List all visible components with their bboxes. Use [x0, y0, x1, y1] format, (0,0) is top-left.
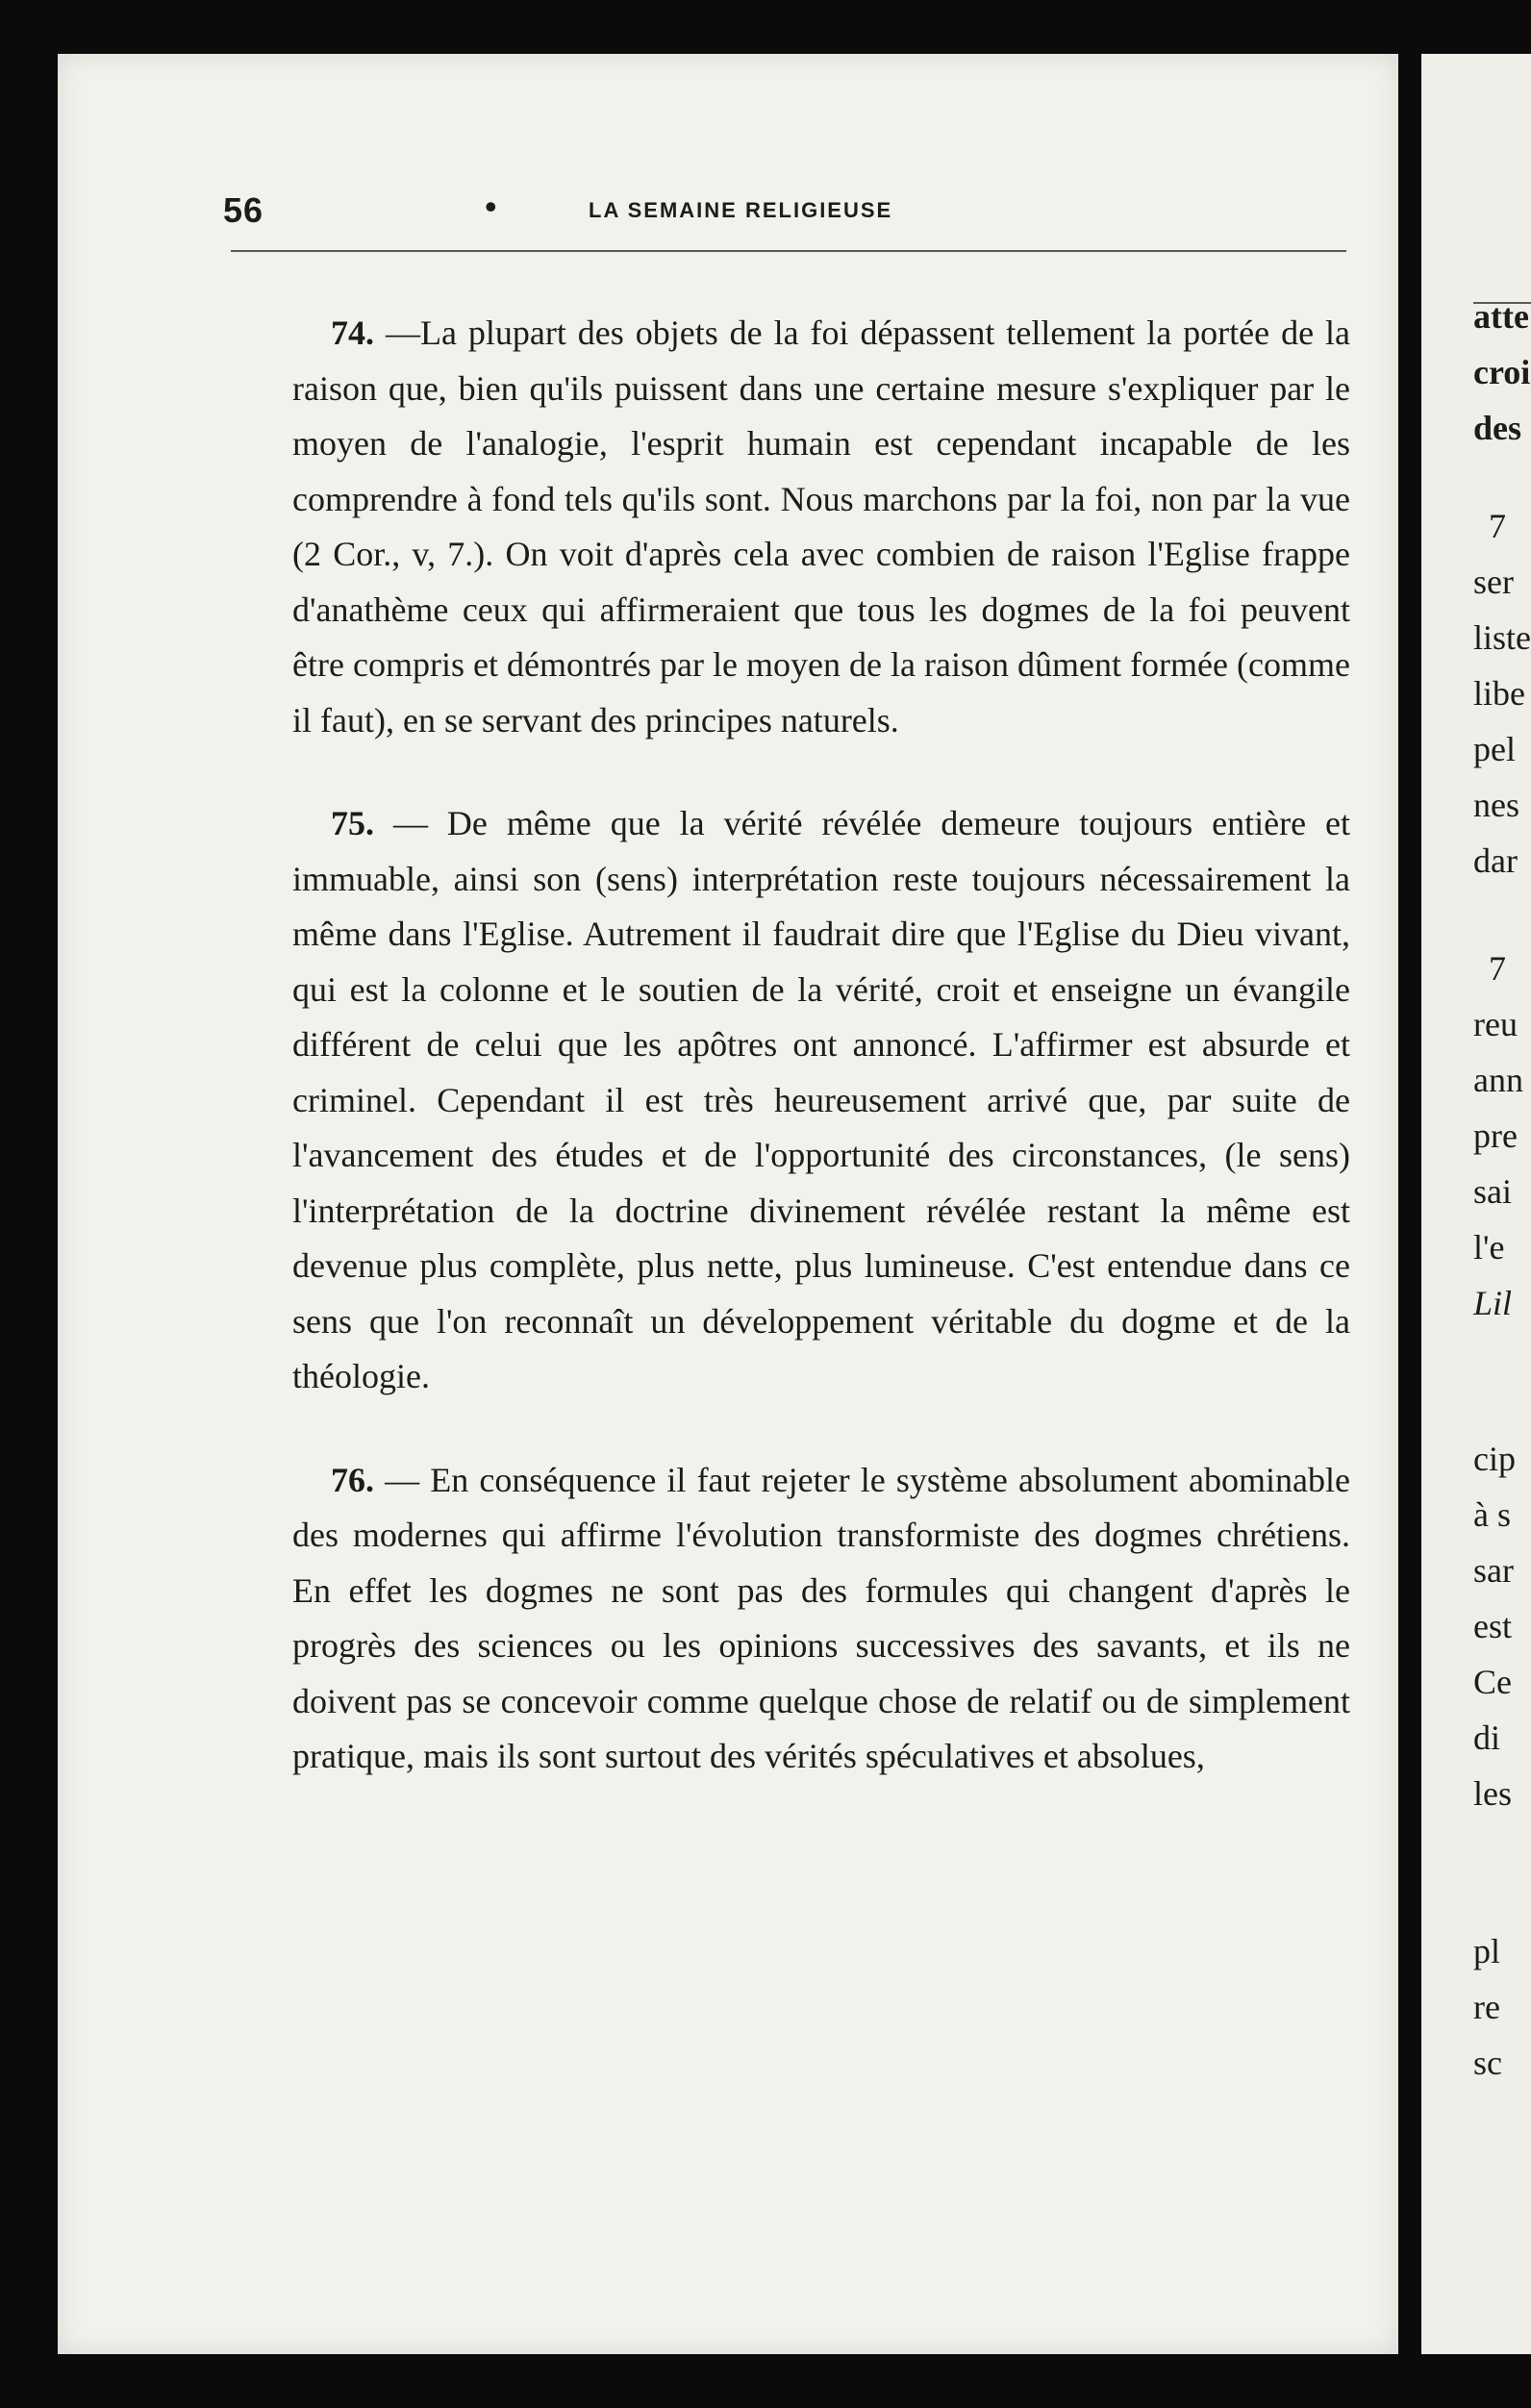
header-dot: •	[485, 188, 497, 226]
next-page-fragment: atte	[1473, 297, 1529, 336]
next-page-fragment: pel	[1473, 730, 1516, 768]
page-number: 56	[223, 190, 264, 230]
paragraph-text: — En conséquence il faut rejeter le système absolument abominable des modernes qui affirme l'évolution transformiste des dogmes chrétiens. En effet les dogmes ne sont pas des formules qui changent d'après le progrès des sciences ou les opinions successives des savants, et ils ne doivent pas se concevoir comme quelque chose de relatif ou de simplement pratique, mais ils sont surtout des vérités spéculatives et absolues,	[292, 1460, 1350, 1775]
next-page-fragment: croi	[1473, 353, 1531, 391]
next-page-fragment: Lil	[1473, 1284, 1513, 1322]
paragraph-75	[292, 796, 1350, 1405]
header-rule	[231, 250, 1346, 252]
next-page-fragment: les	[1473, 1774, 1512, 1813]
paragraph-76	[292, 1453, 1350, 1785]
next-page-fragment: ann	[1473, 1061, 1523, 1099]
next-page-fragment: à s	[1473, 1495, 1511, 1534]
next-page-edge	[1421, 54, 1531, 2354]
next-page-fragment: nes	[1473, 786, 1519, 824]
running-title: LA SEMAINE RELIGIEUSE	[589, 198, 893, 222]
next-page-fragment: cip	[1473, 1440, 1516, 1478]
paragraph-number: 76.	[331, 1460, 374, 1499]
next-page-fragment: dar	[1473, 841, 1518, 880]
paragraph-text: —La plupart des objets de la foi dépassent tellement la portée de la raison que, bien qu'ils puissent dans une certaine mesure s'expliquer par le moyen de l'analogie, l'esprit humain est cependant incapable de les comprendre à fond tels qu'ils sont. Nous marchons par la foi, non par la vue (2 Cor., v, 7.). On voit d'après cela avec combien de raison l'Eglise frappe d'anathème ceux qui affirmeraient que tous les dogmes de la foi peuvent être compris et démontrés par le moyen de la raison dûment formée (comme il faut), en se servant des principes naturels.	[292, 314, 1350, 740]
next-page-fragment: sai	[1473, 1172, 1512, 1211]
next-page-fragment: libe	[1473, 674, 1525, 713]
next-page-fragment: Ce	[1473, 1663, 1512, 1701]
next-page-fragment: sar	[1473, 1551, 1514, 1590]
page-header	[223, 190, 1348, 229]
next-page-fragment: liste	[1473, 618, 1531, 657]
next-page-fragment: pre	[1473, 1116, 1518, 1155]
next-page-fragment: l'e	[1473, 1228, 1505, 1267]
paragraph-text: — De même que la vérité révélée demeure toujours entière et immuable, ainsi son (sens) interprétation reste toujours nécessairement la même dans l'Eglise. Autrement il faudrait dire que l'Eglise du Dieu vivant, qui est la colonne et le soutien de la vérité, croit et enseigne un évangile différent de celui que les apôtres ont annoncé. L'affirmer est absurde et criminel. Cependant il est très heureusement arrivé que, par suite de l'avancement des études et de l'opportunité des circonstances, (le sens) l'interprétation de la doctrine divinement révélée restant la même est devenue plus complète, plus nette, plus lumineuse. C'est entendue dans ce sens que l'on reconnaît un développement véritable du dogme et de la théologie.	[292, 804, 1350, 1395]
next-page-fragment: di	[1473, 1718, 1501, 1757]
next-page-fragment: re	[1473, 1988, 1500, 2026]
next-page-fragment: des	[1473, 409, 1522, 447]
paragraph-number: 74.	[331, 314, 374, 352]
next-page-fragment: est	[1473, 1607, 1512, 1645]
next-page-fragment: 7	[1489, 507, 1506, 545]
paragraph-74	[292, 306, 1350, 748]
next-page-fragment: pl	[1473, 1932, 1501, 1970]
body-text	[292, 306, 1350, 1833]
next-page-fragment: reu	[1473, 1005, 1518, 1043]
next-page-fragment: sc	[1473, 2044, 1502, 2082]
next-page-fragment: ser	[1473, 563, 1514, 601]
paragraph-number: 75.	[331, 804, 374, 842]
next-page-fragment: 7	[1489, 949, 1506, 988]
